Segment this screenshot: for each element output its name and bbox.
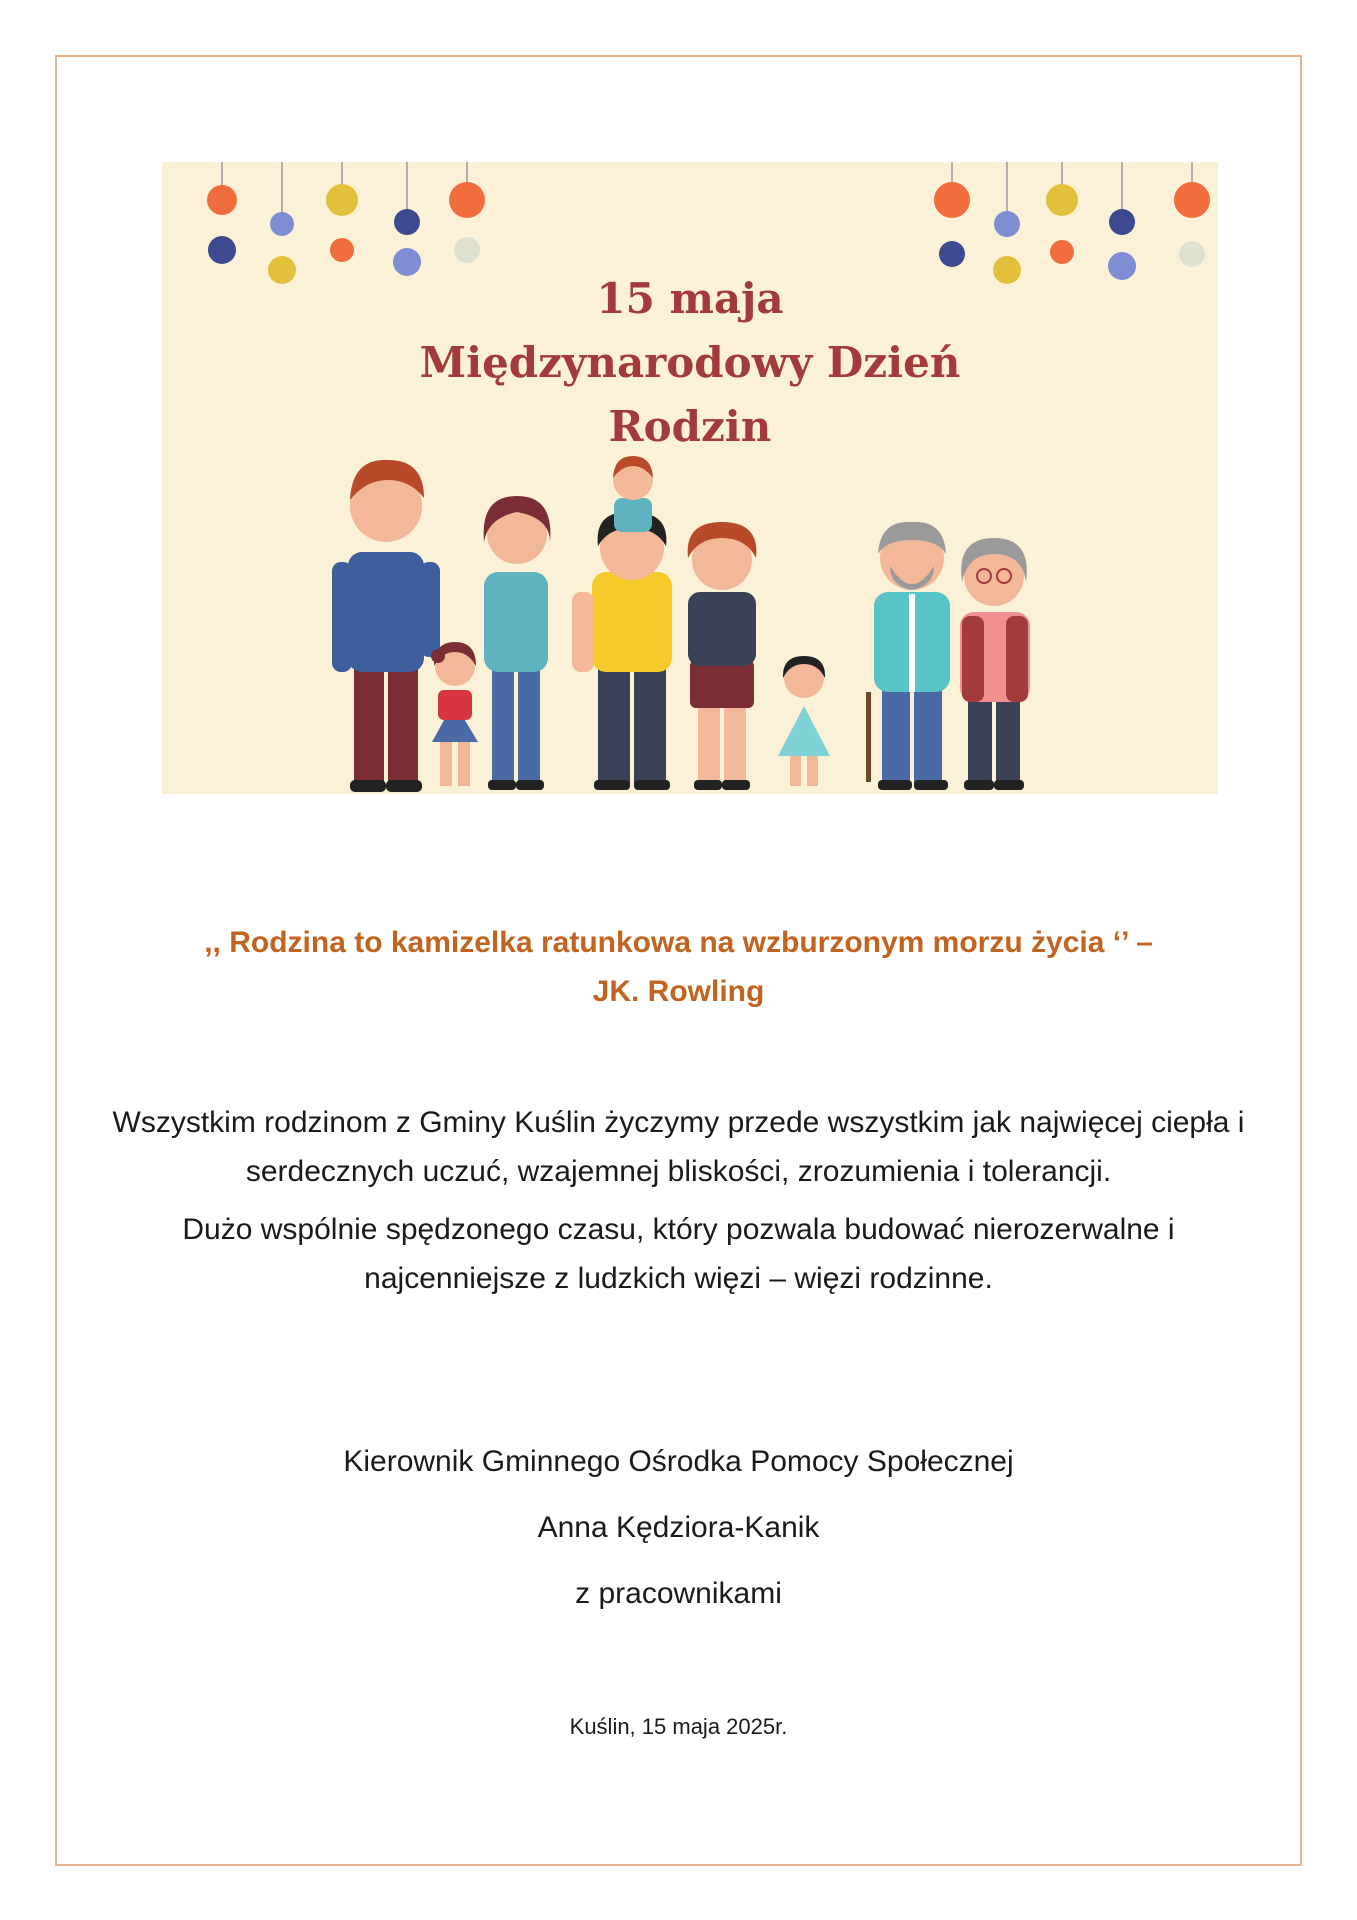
pompom-decoration-left [207, 162, 485, 284]
wish-paragraph: Wszystkim rodzinom z Gminy Kuślin życzymy przede wszystkim jak najwięcej ciepła i serdecznych uczuć, wzajemnej bliskości, zrozumienia i tolerancji. [112, 1106, 1245, 1188]
signature-with: z pracownikami [575, 1577, 782, 1610]
wishes [100, 1098, 1257, 1303]
banner-title-line: 15 maja [596, 274, 784, 323]
grandmother-figure [960, 538, 1030, 790]
young-father-figure [572, 456, 672, 790]
girl-figure [431, 642, 478, 786]
quote-author: JK. Rowling [592, 975, 765, 1008]
signature-role: Kierownik Gminnego Ośrodka Pomocy Społecznej [343, 1445, 1014, 1478]
banner-title-line: Rodzin [608, 402, 772, 451]
young-mother-figure [688, 522, 757, 790]
quote-text: ,, Rodzina to kamizelka ratunkowa na wzburzonym morzu życia ‘’ – [204, 926, 1153, 959]
place-date: Kuślin, 15 maja 2025r. [569, 1714, 788, 1739]
small-girl-figure [778, 656, 830, 786]
family-day-banner [162, 162, 1218, 794]
quote [100, 918, 1257, 1016]
banner-title [162, 267, 1218, 459]
mother-figure [484, 496, 551, 790]
banner-title-line: Międzynarodowy Dzień [419, 338, 961, 387]
father-figure [332, 460, 440, 792]
family-illustration [162, 162, 1218, 794]
grandfather-figure [866, 522, 950, 790]
signature-name: Anna Kędziora-Kanik [537, 1511, 820, 1544]
pompom-decoration-right [934, 162, 1210, 284]
wish-paragraph: Dużo wspólnie spędzonego czasu, który pozwala budować nierozerwalne i najcenniejsze z ludzkich więzi – więzi rodzinne. [182, 1213, 1175, 1295]
